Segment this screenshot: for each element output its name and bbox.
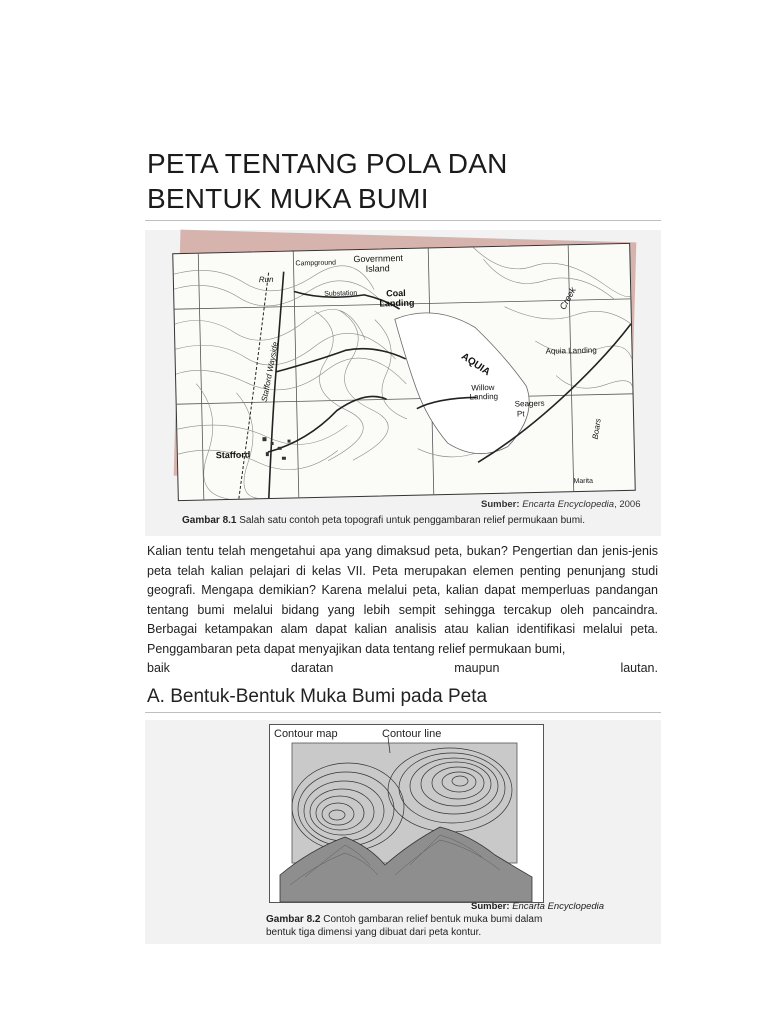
map-grid	[173, 244, 634, 500]
title-line-2: BENTUK MUKA BUMI	[147, 183, 429, 214]
last-word-3: maupun	[454, 661, 500, 675]
intro-paragraph	[147, 542, 658, 679]
figure1-source-label: Sumber:	[481, 499, 520, 510]
section-heading: A. Bentuk-Bentuk Muka Bumi pada Peta	[147, 686, 488, 707]
figure1-source-name: Encarta Encyclopedia	[522, 499, 615, 510]
map-label-coal: Coal	[386, 287, 406, 299]
title-line-1: PETA TENTANG POLA DAN	[147, 148, 508, 179]
topographic-map-image	[172, 243, 636, 501]
intro-paragraph-text: Kalian tentu telah mengetahui apa yang dimaksud peta, bukan? Pengertian dan jenis-jenis peta telah kalian pelajari di kelas VII. Peta merupakan elemen penting penunjang studi geografi. Mengapa demikian? Karena melalui peta, kalian dapat memperluas pandangan tentang bumi melalui bidang yang lebih sempit sehingga tercakup oleh pancaindra. Berbagai ketampakan alam dapat kalian analisis atau kalian identifikasi melalui peta. Penggambaran peta dapat menyajikan data tentang relief permukaan bumi,	[147, 544, 658, 656]
map-label-pt: Pt	[516, 409, 525, 419]
figure-topographic-map	[145, 230, 661, 536]
topo-map-svg	[173, 244, 634, 500]
contour-map-image	[269, 724, 544, 903]
figure2-caption	[266, 913, 556, 939]
map-label-highway: Stafford Wayside	[259, 341, 280, 403]
figure1-caption	[182, 515, 585, 526]
map-label-campground: Campground	[295, 259, 337, 268]
stafford-town	[262, 437, 291, 461]
figure2-source-name: Encarta Encyclopedia	[512, 901, 605, 912]
aquia-creek-water	[395, 311, 531, 456]
title-divider	[145, 220, 661, 221]
section-divider	[145, 712, 661, 713]
figure1-caption-text: Salah satu contoh peta topografi untuk penggambaran relief permukaan bumi.	[239, 515, 586, 526]
figure2-source	[471, 901, 604, 912]
last-word-2: daratan	[290, 661, 334, 675]
map-label-seagers: Seagers	[514, 398, 545, 409]
map-label-marita: Marita	[573, 477, 594, 486]
map-label-run: Run	[258, 274, 274, 285]
label-contour-line: Contour line	[382, 728, 442, 740]
last-word-1: baik	[147, 661, 170, 675]
figure-contour-map	[145, 720, 661, 944]
figure2-source-label: Sumber:	[471, 901, 510, 912]
map-label-stafford: Stafford	[215, 449, 251, 461]
map-label-substation: Substation	[324, 290, 358, 298]
intro-paragraph-last-line	[147, 659, 658, 679]
map-contours	[173, 244, 634, 500]
map-label-landing: Landing	[379, 297, 415, 309]
figure1-caption-label: Gambar 8.1	[182, 515, 237, 526]
figure2-caption-label: Gambar 8.2	[266, 914, 321, 925]
map-label-aquia-landing: Aquia Landing	[545, 345, 597, 356]
label-contour-map: Contour map	[274, 728, 338, 740]
contour-map-svg	[270, 725, 543, 902]
map-label-island: Island	[365, 263, 390, 274]
map-label-creek: Creek	[557, 285, 578, 312]
page-title	[147, 146, 667, 216]
map-label-willow-landing: Landing	[469, 391, 499, 402]
map-label-government: Government	[353, 252, 404, 265]
map-label-willow: Willow	[471, 382, 495, 393]
map-label-aquia: AQUIA	[459, 351, 492, 379]
figure1-source: Sumber: Encarta Encyclopedia, 2006	[481, 499, 641, 510]
figure1-source-year: 2006	[619, 499, 641, 510]
figure2-caption-text: Contoh gambaran relief bentuk muka bumi dalam bentuk tiga dimensi yang dibuat dari peta kontur.	[266, 914, 543, 938]
map-label-boars: Boars	[590, 417, 603, 440]
last-word-4: lautan.	[620, 661, 658, 675]
